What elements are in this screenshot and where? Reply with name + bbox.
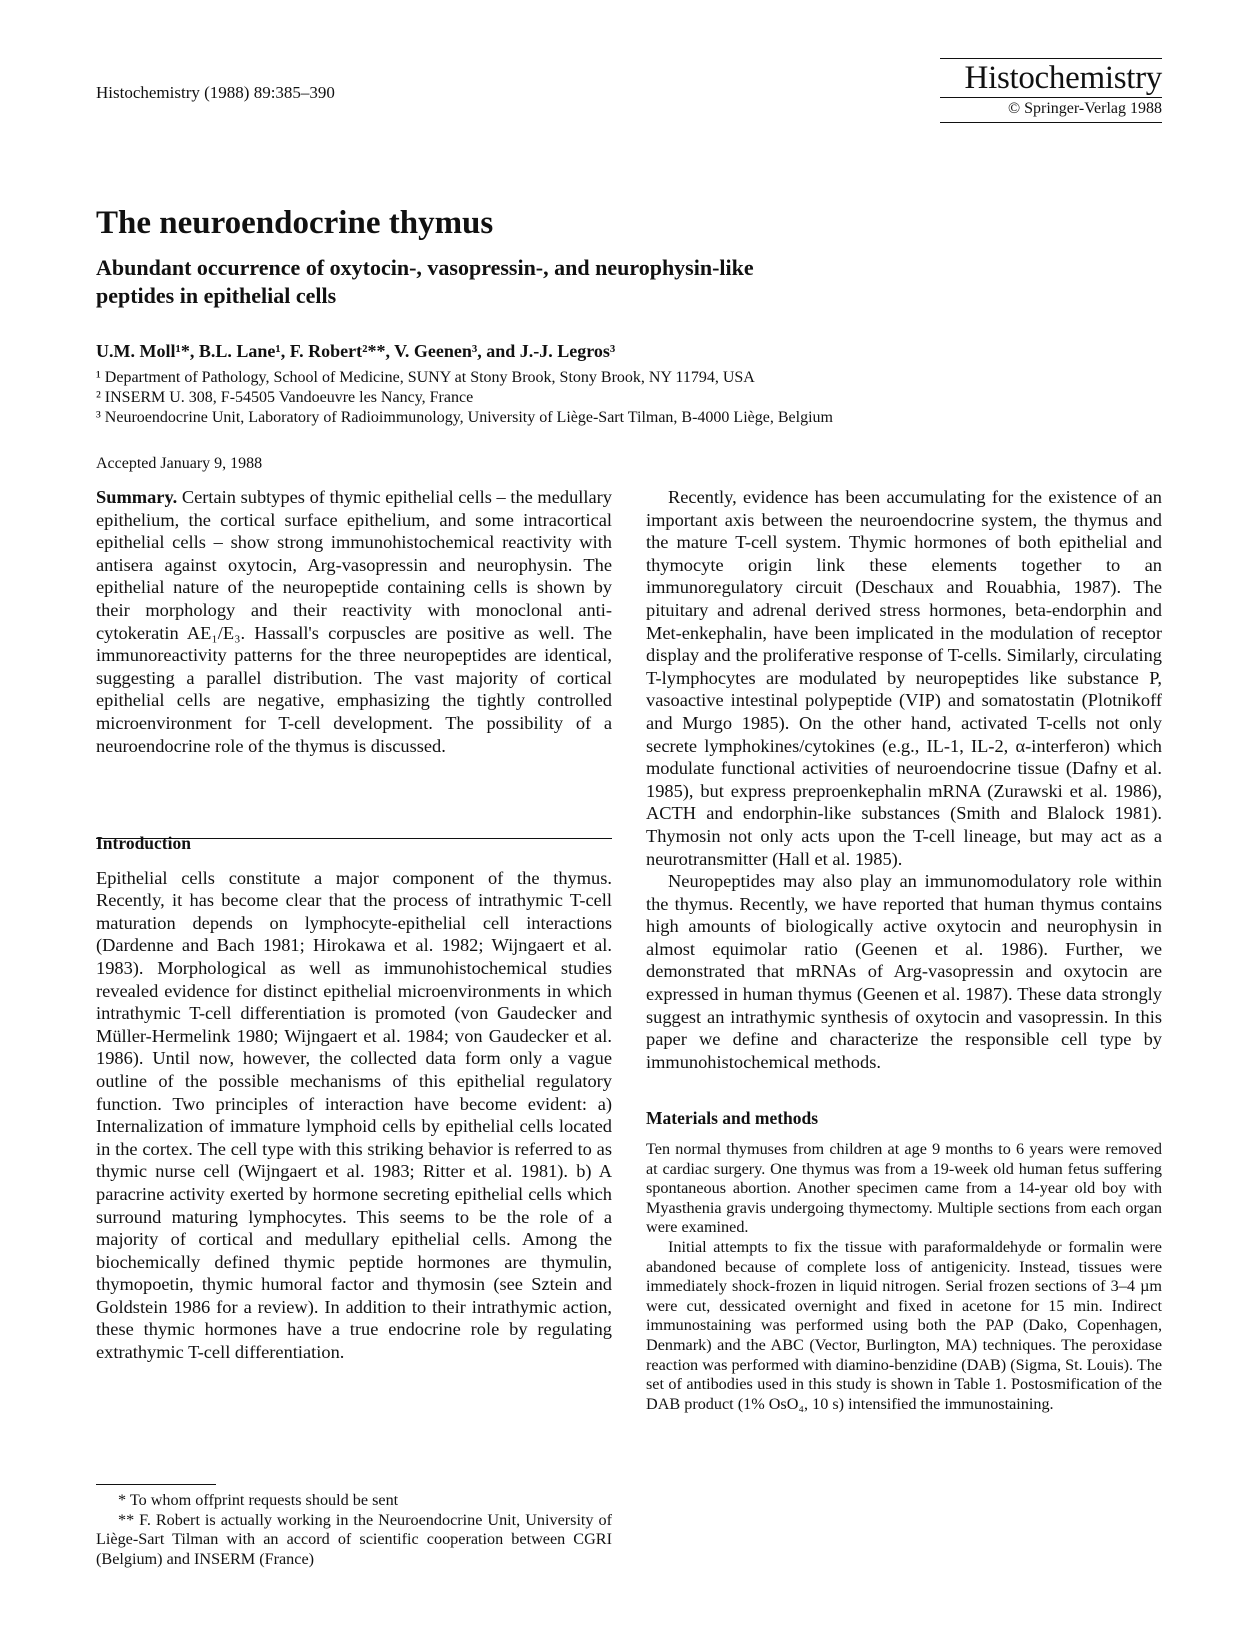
author-list: U.M. Moll¹*, B.L. Lane¹, F. Robert²**, V. Geenen³, and J.-J. Legros³ xyxy=(96,341,616,361)
journal-name: Histochemistry xyxy=(964,60,1162,96)
right-column xyxy=(646,486,1162,1414)
footnote-1: * To whom offprint requests should be sent xyxy=(118,1491,399,1509)
accepted-date: Accepted January 9, 1988 xyxy=(96,455,263,472)
methods-para-1: Ten normal thymuses from children at age 9 months to 6 years were removed at cardiac surgery. One thymus was from a 19-week old human fetus suffering spontaneous abortion. Another specimen came from a 14-year old boy with Myasthenia gravis undergoing thymectomy. Multiple sections from each organ were examined. xyxy=(646,1140,1162,1237)
introduction-text: Epithelial cells constitute a major component of the thymus. Recently, it has become clear that the process of intrathymic T-cell maturation depends on lymphocyte-epithelial cell interactions (Dardenne and Bach 1981; Hirokawa et al. 1982; Wijngaert et al. 1983). Morphological as well as immunohistochemical studies revealed evidence for distinct epithelial microenvironments in which intrathymic T-cell differentiation is promoted (von Gaudecker and Müller-Hermelink 1980; Wijngaert et al. 1984; von Gaudecker et al. 1986). Until now, however, the collected data form only a vague outline of the possible mechanisms of this epithelial regulatory function. Two principles of interaction have become evident: a) Internalization of immature lymphoid cells by epithelial cells located in the cortex. The cell type with this striking behavior is referred to as thymic nurse cell (Wijngaert et al. 1983; Ritter et al. 1981). b) A paracrine activity exerted by hormone secreting epithelial cells which surround maturing lymphocytes. This seems to be the role of a majority of cortical and medullary epithelial cells. Among the biochemically defined thymic peptide hormones are thymulin, thymopoetin, thymic humoral factor and thymosin (see Sztein and Goldstein 1986 for a review). In addition to their intrathymic action, these thymic hormones have a true endocrine role by regulating extrathymic T-cell differentiation. xyxy=(96,867,612,1363)
masthead-rule-top xyxy=(940,58,1162,59)
publisher-line: © Springer-Verlag 1988 xyxy=(1007,100,1162,117)
introduction-heading: Introduction xyxy=(96,833,191,853)
methods-para-2: Initial attempts to fix the tissue with paraformaldehyde or formalin were abandoned because of complete loss of antigenicity. Instead, tissues were immediately shock-frozen in liquid nitrogen. Serial frozen sections of 3–4 µm were cut, dessicated overnight and fixed in acetone for 15 min. Indirect immunostaining was performed using both the PAP (Dako, Copenhagen, Denmark) and the ABC (Vector, Burlington, MA) techniques. The peroxidase reaction was performed with diamino-benzidine (DAB) (Sigma, St. Louis). The set of antibodies used in this study is shown in Table 1. Postosmification of the DAB product (1% OsO₄, 10 s) intensified the immunostaining. xyxy=(646,1238,1162,1413)
masthead-rule-bottom xyxy=(940,122,1162,123)
footnotes xyxy=(96,1491,612,1569)
summary-text: Certain subtypes of thymic epithelial cells – the medullary epithelium, the cortical surface epithelium, and some intracortical epithelial cells – show strong immunohistochemical reactivity with antisera against oxytocin, Arg-vasopressin and neurophysin. The epithelial nature of the neuropeptide containing cells is shown by their morphology and their reactivity with monoclonal anti-cytokeratin AE₁/E₃. Hassall's corpuscles are positive as well. The immunoreactivity patterns for the three neuropeptides are identical, suggesting a parallel distribution. The vast majority of cortical epithelial cells are negative, emphasizing the tightly controlled microenvironment for T-cell development. The possibility of a neuroendocrine role of the thymus is discussed. xyxy=(96,487,612,756)
right-para-2: Neuropeptides may also play an immunomodulatory role within the thymus. Recently, we have reported that human thymus contains high amounts of biologically active oxytocin and neurophysin in almost equimolar ratio (Geenen et al. 1986). Further, we demonstrated that mRNAs of Arg-vasopressin and oxytocin are expressed in human thymus (Geenen et al. 1987). These data strongly suggest an intrathymic synthesis of oxytocin and vasopressin. In this paper we define and characterize the responsible cell type by immunohistochemical methods. xyxy=(646,871,1162,1072)
summary-block xyxy=(96,486,612,757)
summary-label: Summary. xyxy=(96,487,178,507)
introduction-section xyxy=(96,832,612,1364)
article-subtitle: Abundant occurrence of oxytocin-, vasopressin-, and neurophysin-like peptides in epithelial cells xyxy=(96,255,754,308)
affiliations xyxy=(96,368,833,428)
footnote-rule xyxy=(96,1484,216,1485)
affiliation-1: ¹ Department of Pathology, School of Medicine, SUNY at Stony Brook, Stony Brook, NY 11794, USA xyxy=(96,369,755,386)
affiliation-3: ³ Neuroendocrine Unit, Laboratory of Radioimmunology, University of Liège-Sart Tilman, B-4000 Liège, Belgium xyxy=(96,409,833,426)
right-para-1: Recently, evidence has been accumulating for the existence of an important axis between the neuroendocrine system, the thymus and the mature T-cell system. Thymic hormones of both epithelial and thymocyte origin link these elements together to an immunoregulatory circuit (Deschaux and Rouabhia, 1987). The pituitary and adrenal derived stress hormones, beta-endorphin and Met-enkephalin, have been implicated in the modulation of receptor display and the proliferative response of T-cells. Similarly, circulating T-lymphocytes are modulated by neuropeptides like substance P, vasoactive intestinal polypeptide (VIP) and somatostatin (Plotnikoff and Murgo 1985). On the other hand, activated T-cells not only secrete lymphokines/cytokines (e.g., IL-1, IL-2, α-interferon) which modulate functional activities of neuroendocrine tissue (Dafny et al. 1985), but express preproenkephalin mRNA (Zurawski et al. 1986), ACTH and endorphin-like substances (Smith and Blalock 1981). Thymosin not only acts upon the T-cell lineage, but may act as a neurotransmitter (Hall et al. 1985). xyxy=(646,487,1162,869)
journal-reference: Histochemistry (1988) 89:385–390 xyxy=(96,83,335,102)
masthead-rule-mid xyxy=(940,97,1162,98)
methods-heading: Materials and methods xyxy=(646,1108,819,1129)
footnote-2: ** F. Robert is actually working in the Neuroendocrine Unit, University of Liège-Sart Tilman with an accord of scientific cooperation between CGRI (Belgium) and INSERM (France) xyxy=(96,1510,612,1568)
article-title: The neuroendocrine thymus xyxy=(96,205,494,241)
journal-masthead xyxy=(940,58,1162,123)
affiliation-2: ² INSERM U. 308, F-54505 Vandoeuvre les Nancy, France xyxy=(96,389,474,406)
